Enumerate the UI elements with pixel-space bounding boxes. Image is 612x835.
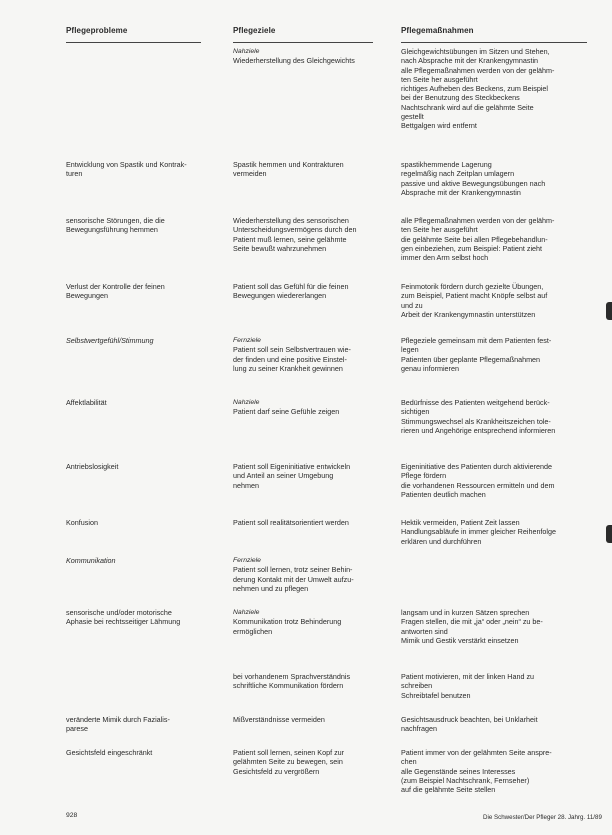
text-line: zum Beispiel, Patient macht Knöpfe selbst auf <box>401 291 548 301</box>
text-line: Entwicklung von Spastik und Kontrak- <box>66 160 187 169</box>
goal-cell <box>233 282 348 301</box>
text-line: Feinmotorik fördern durch gezielte Übungen, <box>401 282 544 291</box>
text-line: regelmäßig nach Zeitplan umlagern <box>401 169 515 179</box>
goal-cell <box>233 216 356 253</box>
text-line: Verlust der Kontrolle der feinen <box>66 282 165 291</box>
text-line: genau informieren <box>401 363 459 373</box>
source-line: Die Schwester/Der Pfleger 28. Jahrg. 11/89 <box>483 814 602 821</box>
goal-cell <box>233 672 350 691</box>
text-line: rieren und Angehörige entsprechend informieren <box>401 425 556 435</box>
text-line: (zum Beispiel Nachtschrank, Fernseher) <box>401 775 530 785</box>
text-line: richtiges Aufheben des Beckens, zum Beispiel <box>401 84 549 94</box>
header-problems: Pflegeprobleme <box>66 26 128 35</box>
text-line: Bewegungsführung hemmen <box>66 225 158 235</box>
text-line: Nachtschrank wird auf die gelähmte Seite <box>401 102 534 112</box>
text-line: ten Seite her ausgeführt <box>401 225 478 235</box>
text-line: Patient motivieren, mit der linken Hand zu <box>401 672 535 681</box>
text-line: antworten sind <box>401 626 448 636</box>
text-line: immer den Arm selbst hoch <box>401 253 489 263</box>
goal-cell <box>233 556 354 593</box>
goal-subheading: Nahziele <box>233 399 260 406</box>
text-line: ermöglichen <box>233 626 273 636</box>
page-number: 928 <box>66 812 78 819</box>
text-line: derung Kontakt mit der Umwelt aufzu- <box>233 574 354 584</box>
text-line: die vorhandenen Ressourcen ermitteln und dem <box>401 480 555 490</box>
measure-cell <box>401 282 547 319</box>
text-line: nehmen und zu pflegen <box>233 583 309 593</box>
text-line: Bewegungen <box>66 291 108 301</box>
measure-cell <box>401 47 554 131</box>
text-line: Konfusion <box>66 518 98 527</box>
header-rule-goals <box>233 42 373 43</box>
text-line: Seite bewußt wahrzunehmen <box>233 243 327 253</box>
text-line: Bewegungen wiedererlangen <box>233 291 327 301</box>
text-line: chen <box>401 757 417 767</box>
page-tab-marker <box>606 525 612 543</box>
text-line: turen <box>66 169 83 179</box>
measure-cell <box>401 672 534 700</box>
text-line: Handlungsabläufe in immer gleicher Reihenfolge <box>401 527 557 537</box>
text-line: Eigeninitiative des Patienten durch aktivierende <box>401 462 553 471</box>
goal-cell <box>233 398 339 417</box>
text-line: der finden und eine positive Einstel- <box>233 354 347 364</box>
text-line: Patient soll realitätsorientiert werden <box>233 518 349 527</box>
text-line: bei vorhandenem Sprachverständnis <box>233 672 351 681</box>
text-line: Patient soll lernen, seinen Kopf zur <box>233 748 345 757</box>
text-line: Wiederherstellung des Gleichgewichts <box>233 56 355 66</box>
text-line: Bedürfnisse des Patienten weitgehend berück- <box>401 398 550 407</box>
text-line: schriftliche Kommunikation fördern <box>233 681 344 691</box>
text-line: schreiben <box>401 681 433 691</box>
text-line: und zu <box>401 300 423 310</box>
text-line: und Anteil an seiner Umgebung <box>233 471 334 481</box>
header-measures: Pflegemaßnahmen <box>401 26 474 35</box>
problem-cell <box>66 216 165 235</box>
problem-cell <box>66 160 187 179</box>
measure-cell <box>401 462 554 499</box>
goal-cell <box>233 462 350 490</box>
text-line: Gesichtsfeld zu vergrößern <box>233 766 320 776</box>
text-line: auf die gelähmte Seite stellen <box>401 785 496 795</box>
measure-cell <box>401 216 554 262</box>
text-line: Patient soll das Gefühl für die feinen <box>233 282 349 291</box>
text-line: parese <box>66 724 88 734</box>
text-line: Pflege fördern <box>401 471 447 481</box>
text-line: spastikhemmende Lagerung <box>401 160 492 169</box>
text-line: lung zu seiner Krankheit gewinnen <box>233 363 343 373</box>
text-line: Hektik vermeiden, Patient Zeit lassen <box>401 518 520 527</box>
goal-subheading: Fernziele <box>233 337 261 344</box>
problem-cell <box>66 336 154 345</box>
goal-cell <box>233 47 355 66</box>
header-rule-measures <box>401 42 587 43</box>
text-line: Patient darf seine Gefühle zeigen <box>233 407 340 417</box>
goal-cell <box>233 336 351 373</box>
text-line: Patient immer von der gelähmten Seite anspre- <box>401 748 552 757</box>
problem-cell <box>66 518 98 527</box>
text-line: Gesichtsausdruck beachten, bei Unklarheit <box>401 715 538 724</box>
text-line: Patient soll sein Selbstvertrauen wie- <box>233 345 351 355</box>
text-line: erklären und durchführen <box>401 536 482 546</box>
problem-cell <box>66 462 118 471</box>
text-line: Wiederherstellung des sensorischen <box>233 216 349 225</box>
header-rule-problems <box>66 42 201 43</box>
measure-cell <box>401 748 552 794</box>
text-line: gen einbeziehen, zum Beispiel: Patient zieht <box>401 243 543 253</box>
text-line: gelähmten Seite zu bewegen, sein <box>233 757 343 767</box>
header-goals: Pflegeziele <box>233 26 276 35</box>
goal-cell <box>233 748 344 776</box>
text-line: Kommunikation trotz Behinderung <box>233 617 342 627</box>
text-line: Kommunikation <box>66 556 116 565</box>
text-line: Schreibtafel benutzen <box>401 690 471 700</box>
measure-cell <box>401 336 551 373</box>
text-line: Unterscheidungsvermögens durch den <box>233 225 357 235</box>
text-line: Bettgalgen wird entfernt <box>401 121 477 131</box>
goal-subheading: Nahziele <box>233 48 260 55</box>
goal-subheading: Nahziele <box>233 609 260 616</box>
text-line: sensorische Störungen, die die <box>66 216 165 225</box>
text-line: vermeiden <box>233 169 267 179</box>
text-line: Patienten über geplante Pflegemaßnahmen <box>401 354 541 364</box>
problem-cell <box>66 715 170 734</box>
text-line: Pflegeziele gemeinsam mit dem Patienten fest- <box>401 336 552 345</box>
text-line: Absprache mit der Krankengymnastin <box>401 187 521 197</box>
text-line: Patient soll lernen, trotz seiner Behin- <box>233 565 353 575</box>
measure-cell <box>401 160 545 197</box>
text-line: sensorische und/oder motorische <box>66 608 172 617</box>
text-line: Antriebslosigkeit <box>66 462 119 471</box>
text-line: nach Absprache mit der Krankengymnastin <box>401 56 539 66</box>
text-line: Mißverständnisse vermeiden <box>233 715 325 724</box>
text-line: ten Seite her ausgeführt <box>401 74 478 84</box>
measure-cell <box>401 518 556 546</box>
text-line: Spastik hemmen und Kontrakturen <box>233 160 344 169</box>
text-line: gestellt <box>401 112 424 122</box>
text-line: sichtigen <box>401 407 430 417</box>
text-line: Arbeit der Krankengymnastin unterstützen <box>401 309 536 319</box>
text-line: bei der Benutzung des Steckbeckens <box>401 93 520 103</box>
text-line: Mimik und Gestik verstärkt einsetzen <box>401 635 519 645</box>
measure-cell <box>401 398 555 435</box>
text-line: alle Pflegemaßnahmen werden von der gelähm- <box>401 216 555 225</box>
text-line: Stimmungswechsel als Krankheitszeichen tole- <box>401 416 551 426</box>
page-tab-marker <box>606 302 612 320</box>
goal-cell <box>233 608 341 636</box>
text-line: alle Gegenstände seines Interesses <box>401 766 516 776</box>
goal-cell <box>233 518 349 527</box>
text-line: Patient soll Eigeninitiative entwickeln <box>233 462 351 471</box>
text-line: passive und aktive Bewegungsübungen nach <box>401 178 546 188</box>
text-line: legen <box>401 345 419 355</box>
problem-cell <box>66 398 107 407</box>
problem-cell <box>66 556 116 565</box>
text-line: nachfragen <box>401 724 437 734</box>
goal-cell <box>233 715 325 724</box>
text-line: Patienten deutlich machen <box>401 489 486 499</box>
text-line: Affektlabilität <box>66 398 107 407</box>
text-line: Fragen stellen, die mit „ja“ oder „nein“ zu be- <box>401 617 543 627</box>
problem-cell <box>66 282 165 301</box>
goal-cell <box>233 160 344 179</box>
text-line: Gleichgewichtsübungen im Sitzen und Stehen, <box>401 47 550 56</box>
problem-cell <box>66 748 152 757</box>
text-line: veränderte Mimik durch Fazialis- <box>66 715 170 724</box>
measure-cell <box>401 715 538 734</box>
goal-subheading: Fernziele <box>233 557 261 564</box>
text-line: Selbstwertgefühl/Stimmung <box>66 336 154 345</box>
text-line: Gesichtsfeld eingeschränkt <box>66 748 153 757</box>
text-line: Aphasie bei rechtsseitiger Lähmung <box>66 617 181 627</box>
measure-cell <box>401 608 543 645</box>
text-line: die gelähmte Seite bei allen Pflegebehandlun- <box>401 234 548 244</box>
text-line: alle Pflegemaßnahmen werden von der gelähm- <box>401 65 555 75</box>
text-line: Patient muß lernen, seine gelähmte <box>233 234 347 244</box>
text-line: langsam und in kurzen Sätzen sprechen <box>401 608 530 617</box>
problem-cell <box>66 608 180 627</box>
text-line: nehmen <box>233 480 259 490</box>
